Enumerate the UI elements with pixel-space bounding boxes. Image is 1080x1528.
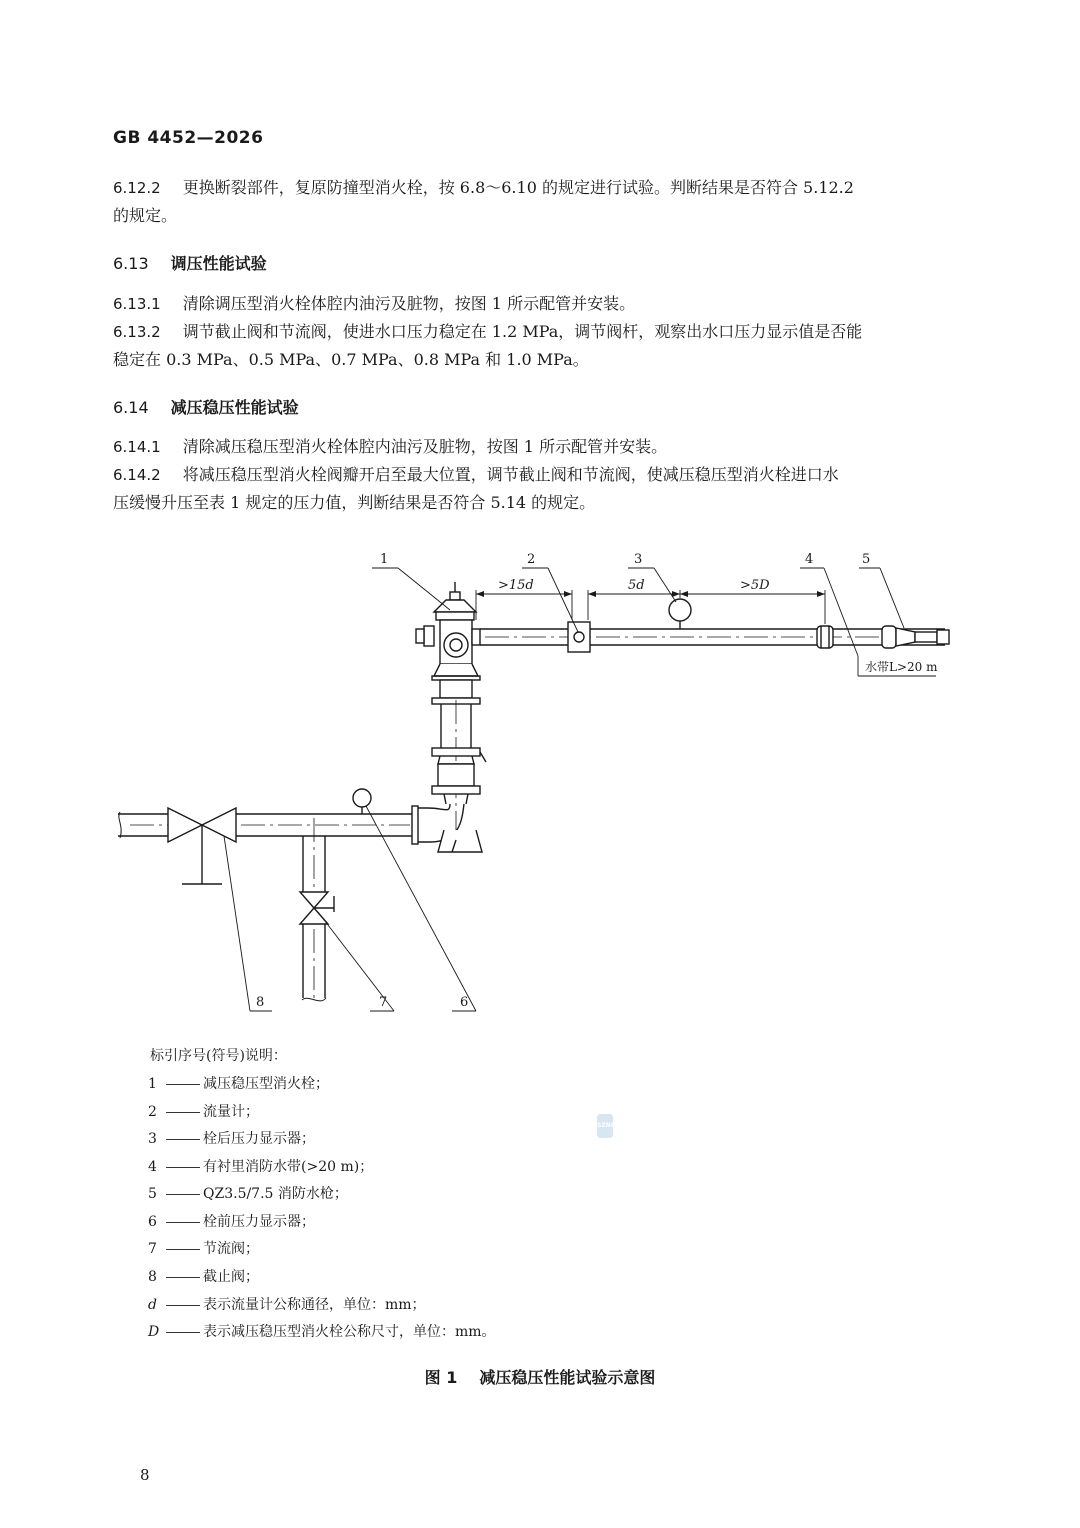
figure-caption (0, 1365, 1080, 1388)
hose-coupling (817, 626, 833, 648)
standard-code-header: GB 4452—2026 (113, 128, 264, 148)
hydrant-base (438, 830, 482, 852)
legend-item: 3 栓后压力显示器； (148, 1131, 315, 1147)
callout-7: 7 (379, 995, 388, 1010)
clause-number: 6.12.2 (113, 179, 161, 197)
section-number: 6.13 (113, 254, 149, 273)
downstream-pressure-gauge (669, 599, 691, 621)
section-number: 6.14 (113, 398, 149, 417)
legend-title: 标引序号(符号)说明： (150, 1048, 287, 1064)
legend-item: 8 截止阀； (148, 1269, 259, 1285)
paragraph-text: 将减压稳压型消火栓阀瓣开启至最大位置，调节截止阀和节流阀，使减压稳压型消火栓进口水 (182, 465, 839, 484)
dimension-15d-label: >15d (498, 578, 534, 593)
legend-item: 4 有衬里消防水带(>20 m)； (148, 1159, 374, 1175)
figure-title: 减压稳压性能试验示意图 (479, 1368, 656, 1387)
page-number: 8 (140, 1466, 150, 1484)
callout-3: 3 (634, 552, 643, 567)
paragraph-text: 更换断裂部件，复原防撞型消火栓，按 6.8～6.10 的规定进行试验。判断结果是否符合 5.12.2 (182, 178, 854, 197)
clause-number: 6.14.1 (113, 438, 161, 456)
callout-1: 1 (380, 552, 389, 567)
callout-2: 2 (527, 552, 536, 567)
hose-length-label: 水带L>20 m (865, 660, 938, 674)
figure-label: 图 1 (424, 1368, 458, 1387)
paragraph-text: 清除调压型消火栓体腔内油污及脏物，按图 1 所示配管并安装。 (182, 294, 636, 313)
clause-number: 6.13.1 (113, 295, 161, 313)
watermark-logo: SZNC (597, 1114, 613, 1138)
legend-item: 2 流量计； (148, 1104, 259, 1120)
clause-number: 6.13.2 (113, 323, 161, 341)
callout-4: 4 (805, 552, 814, 567)
callout-6: 6 (460, 995, 469, 1010)
upstream-pressure-gauge (353, 789, 371, 807)
paragraph-text: 稳定在 0.3 MPa、0.5 MPa、0.7 MPa、0.8 MPa 和 1.0 MPa。 (113, 350, 589, 369)
legend-item: 5 QZ3.5/7.5 消防水枪； (148, 1186, 348, 1202)
section-title: 调压性能试验 (170, 254, 267, 273)
pressure-reducing-hydrant (416, 582, 486, 840)
legend-item: D 表示减压稳压型消火栓公称尺寸，单位：mm。 (148, 1324, 496, 1340)
legend-item: d 表示流量计公称通径，单位：mm； (148, 1297, 426, 1313)
paragraph-text: 的规定。 (113, 206, 178, 225)
flow-meter (568, 622, 590, 652)
legend-item: 7 节流阀； (148, 1241, 259, 1257)
fire-nozzle (882, 626, 896, 648)
section-title: 减压稳压性能试验 (170, 398, 299, 417)
legend-item: 6 栓前压力显示器； (148, 1214, 315, 1230)
callout-5: 5 (862, 552, 871, 567)
pipe-flange (412, 806, 418, 844)
paragraph-text: 压缓慢升压至表 1 规定的压力值，判断结果是否符合 5.14 的规定。 (113, 493, 596, 512)
throttle-valve (300, 892, 328, 908)
dimension-5d-label: 5d (628, 578, 645, 593)
callout-8: 8 (256, 995, 265, 1010)
legend-item: 1 减压稳压型消火栓； (148, 1076, 329, 1092)
dimension-5D-label: >5D (740, 578, 770, 593)
paragraph-text: 清除减压稳压型消火栓体腔内油污及脏物，按图 1 所示配管并安装。 (182, 437, 668, 456)
globe-valve (168, 808, 202, 842)
paragraph-text: 调节截止阀和节流阀，使进水口压力稳定在 1.2 MPa，调节阀杆，观察出水口压力显示值是否能 (182, 322, 863, 341)
clause-number: 6.14.2 (113, 466, 161, 484)
